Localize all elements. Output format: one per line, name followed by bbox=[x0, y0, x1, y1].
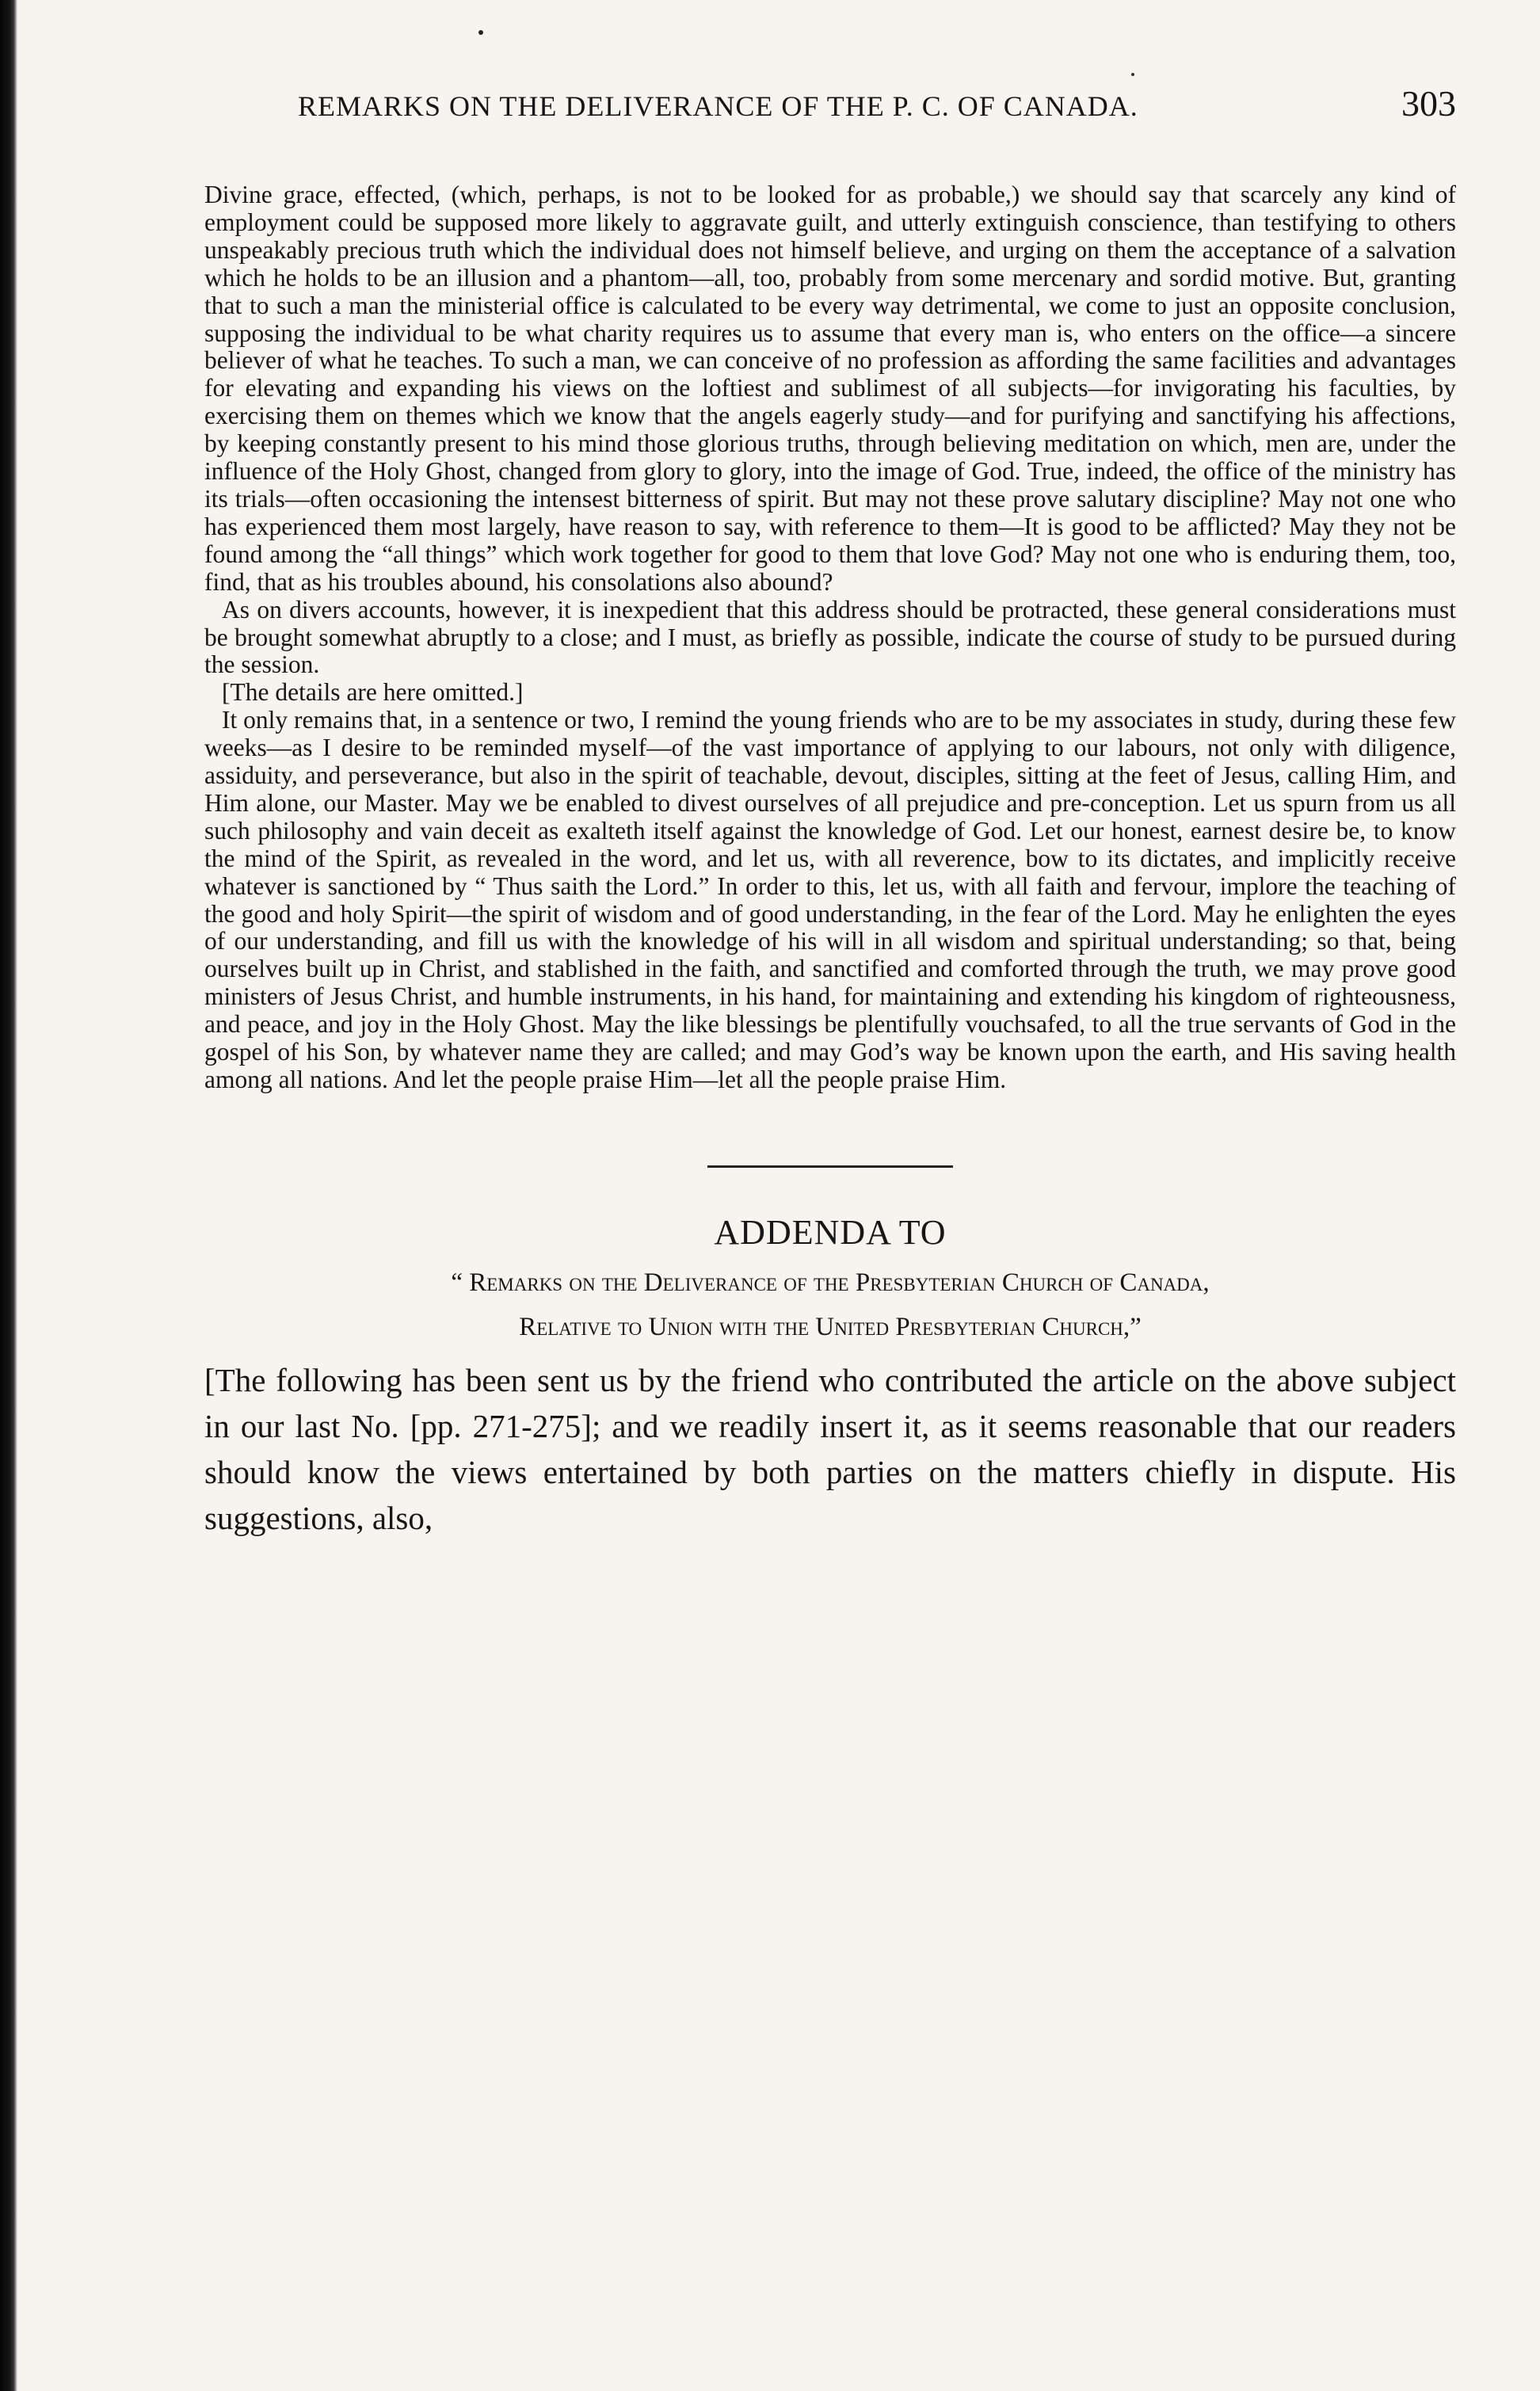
addenda-subtitle-line: “ Remarks on the Deliverance of the Presbyterian Church of Canada, bbox=[451, 1268, 1210, 1297]
addenda-heading: ADDENDA TO bbox=[714, 1212, 947, 1252]
scan-binding-edge bbox=[0, 0, 17, 2391]
paragraph: Divine grace, effected, (which, perhaps, is not to be looked for as probable,) we should say that scarcely any kind of employment could be supposed more likely to aggravate guilt, and utterly extinguish conscience, than testifying to others unspeakably precious truth which the individual does not himself believe, and urging on them the acceptance of a salvation which he holds to be an illusion and a phantom—all, too, probably from some mercenary and sordid motive. But, granting that to such a man the ministerial office is calculated to be every way detrimental, we come to just an opposite conclusion, supposing the individual to be what charity requires us to assume that every man is, who enters on the office—a sincere believer of what he teaches. To such a man, we can conceive of no profession as affording the same facilities and advantages for elevating and expanding his views on the loftiest and sublimest of all subjects—for invigorating his faculties, by exercising them on themes which we know that the angels eagerly study—and for purifying and sanctifying his affections, by keeping constantly present to his mind those glorious truths, through believing meditation on which, men are, under the influence of the Holy Ghost, changed from glory to glory, into the image of God. True, indeed, the office of the ministry has its trials—often occasioning the intensest bitterness of spirit. But may not these prove salutary discipline? May not one who has experienced them most largely, have reason to say, with reference to them—It is good to be afflicted? May they not be found among the “all things” which work together for good to them that love God? May not one who is enduring them, too, find, that as his troubles abound, his consolations also abound? bbox=[204, 181, 1456, 596]
scan-speck bbox=[478, 30, 483, 35]
page-number: 303 bbox=[1401, 83, 1456, 124]
paragraph: As on divers accounts, however, it is inexpedient that this address should be protracted, these general considerations must be brought somewhat abruptly to a close; and I must, as briefly as possible, indicate the course of study to be pursued during the session. bbox=[204, 595, 1456, 679]
addenda-subtitle-line: Relative to Union with the United Presbyterian Church,” bbox=[519, 1312, 1142, 1341]
scan-speck bbox=[1131, 73, 1134, 76]
running-head bbox=[298, 82, 1456, 181]
running-head-title: REMARKS ON THE DELIVERANCE OF THE P. C. OF CANADA. bbox=[298, 90, 1138, 122]
editorial-note: [The details are here omitted.] bbox=[222, 678, 524, 707]
addenda-intro: [The following has been sent us by the friend who contributed the article on the above subject in our last No. [pp. 271-275]; and we readily insert it, as it seems reasonable that our readers should know the views entertained by both parties on the matters chiefly in dispute. His suggestions, also, bbox=[204, 1361, 1456, 1536]
section-divider bbox=[707, 1165, 953, 1168]
page bbox=[204, 82, 1456, 1541]
body-text bbox=[204, 181, 1456, 1094]
paragraph: It only remains that, in a sentence or two, I remind the young friends who are to be my associates in study, during these few weeks—as I desire to be reminded myself—of the vast importance of applying to our labours, not only with diligence, assiduity, and perseverance, but also in the spirit of teachable, devout, disciples, sitting at the feet of Jesus, calling Him, and Him alone, our Master. May we be enabled to divest ourselves of all prejudice and pre-conception. Let us spurn from us all such philosophy and vain deceit as exalteth itself against the knowledge of God. Let our honest, earnest desire be, to know the mind of the Spirit, as revealed in the word, and let us, with all reverence, bow to its dictates, and implicitly receive whatever is sanctioned by “ Thus saith the Lord.” In order to this, let us, with all faith and fervour, implore the teaching of the good and holy Spirit—the spirit of wisdom and of good understanding, in the fear of the Lord. May he enlighten the eyes of our understanding, and fill us with the knowledge of his will in all wisdom and spiritual understanding; so that, being ourselves built up in Christ, and stablished in the faith, and sanctified and comforted through the truth, we may prove good ministers of Jesus Christ, and humble instruments, in his hand, for maintaining and extending his kingdom of righteousness, and peace, and joy in the Holy Ghost. May the like blessings be plentifully vouchsafed, to all the true servants of God in the gospel of his Son, by whatever name they are called; and may God’s way be known upon the earth, and His saving health among all nations. And let the people praise Him—let all the people praise Him. bbox=[204, 706, 1456, 1093]
addenda-subtitle bbox=[204, 1260, 1456, 1349]
